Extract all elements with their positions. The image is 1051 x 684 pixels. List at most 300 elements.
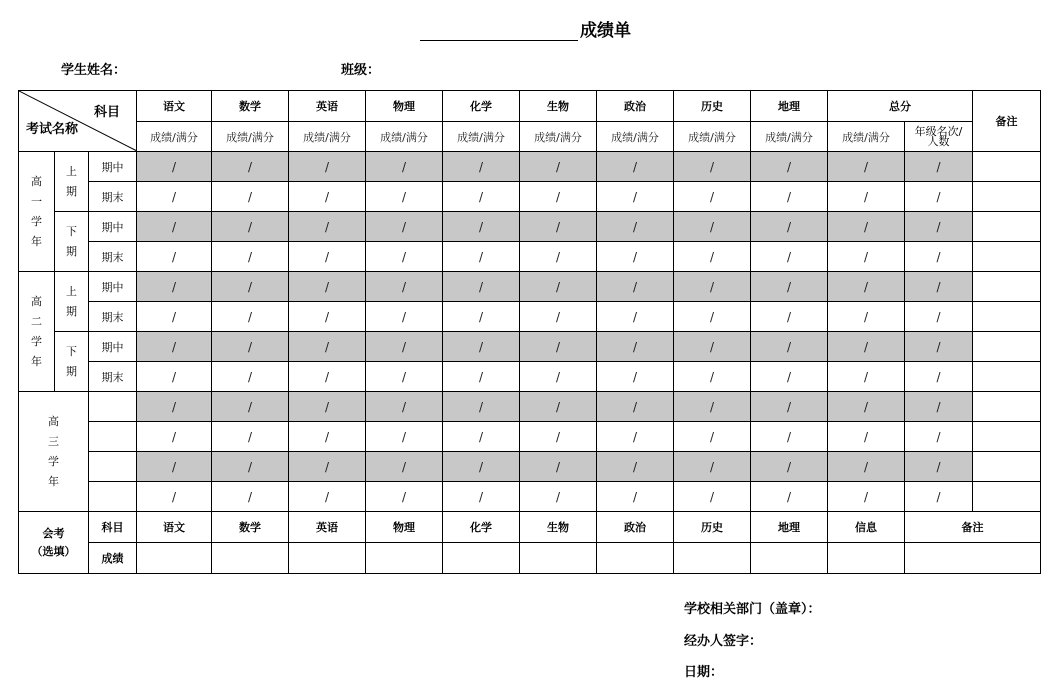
huikao-score-cell[interactable] bbox=[674, 543, 751, 574]
slash-mark: / bbox=[555, 159, 561, 174]
slash-mark: / bbox=[632, 279, 638, 294]
score-cell[interactable] bbox=[751, 482, 828, 512]
huikao-subject-header: 历史 bbox=[674, 512, 751, 543]
score-cell[interactable] bbox=[443, 332, 520, 362]
slash-mark: / bbox=[632, 429, 638, 444]
score-cell[interactable] bbox=[905, 392, 973, 422]
slash-mark: / bbox=[632, 159, 638, 174]
term-cell[interactable] bbox=[89, 422, 137, 452]
slash-mark: / bbox=[555, 429, 561, 444]
score-cell[interactable] bbox=[212, 302, 289, 332]
slash-mark: / bbox=[171, 249, 177, 264]
slash-mark: / bbox=[863, 219, 869, 234]
slash-mark: / bbox=[863, 159, 869, 174]
subject-header: 生物 bbox=[520, 91, 597, 122]
score-cell[interactable] bbox=[366, 332, 443, 362]
score-cell[interactable] bbox=[674, 182, 751, 212]
slash-mark: / bbox=[936, 309, 941, 324]
score-cell[interactable] bbox=[443, 422, 520, 452]
stamp-label: 学校相关部门（盖章）： bbox=[684, 602, 821, 617]
score-cell[interactable] bbox=[289, 422, 366, 452]
slash-mark: / bbox=[632, 249, 638, 264]
remarks-cell[interactable] bbox=[973, 212, 1041, 242]
score-cell[interactable] bbox=[289, 182, 366, 212]
slash-mark: / bbox=[324, 249, 330, 264]
score-cell[interactable] bbox=[520, 272, 597, 302]
slash-mark: / bbox=[709, 399, 715, 414]
score-cell[interactable] bbox=[137, 272, 212, 302]
score-cell[interactable] bbox=[597, 362, 674, 392]
score-full-label: 成绩/满分 bbox=[520, 122, 597, 152]
score-cell[interactable] bbox=[520, 212, 597, 242]
score-cell[interactable] bbox=[905, 242, 973, 272]
score-cell[interactable] bbox=[674, 212, 751, 242]
huikao-score-cell[interactable] bbox=[443, 543, 520, 574]
score-cell[interactable] bbox=[905, 332, 973, 362]
score-cell[interactable] bbox=[905, 302, 973, 332]
score-cell[interactable] bbox=[212, 482, 289, 512]
slash-mark: / bbox=[786, 159, 792, 174]
remarks-cell[interactable] bbox=[973, 242, 1041, 272]
slash-mark: / bbox=[478, 279, 484, 294]
score-cell[interactable] bbox=[597, 302, 674, 332]
slash-mark: / bbox=[171, 279, 177, 294]
subject-header: 历史 bbox=[674, 91, 751, 122]
score-cell[interactable] bbox=[443, 242, 520, 272]
slash-mark: / bbox=[324, 369, 330, 384]
score-cell[interactable] bbox=[905, 422, 973, 452]
slash-mark: / bbox=[863, 339, 869, 354]
slash-mark: / bbox=[247, 159, 253, 174]
slash-mark: / bbox=[247, 399, 253, 414]
score-cell[interactable] bbox=[212, 332, 289, 362]
slash-mark: / bbox=[936, 249, 941, 264]
remarks-cell[interactable] bbox=[973, 182, 1041, 212]
score-cell[interactable] bbox=[137, 212, 212, 242]
slash-mark: / bbox=[632, 489, 638, 504]
huikao-score-cell[interactable] bbox=[597, 543, 674, 574]
score-cell[interactable] bbox=[366, 452, 443, 482]
term-cell[interactable] bbox=[89, 452, 137, 482]
slash-mark: / bbox=[324, 189, 330, 204]
subject-header: 政治 bbox=[597, 91, 674, 122]
huikao-subject-header: 化学 bbox=[443, 512, 520, 543]
score-cell[interactable] bbox=[520, 332, 597, 362]
slash-mark: / bbox=[478, 309, 484, 324]
slash-mark: / bbox=[709, 249, 715, 264]
corner-header-cell bbox=[19, 91, 137, 152]
score-cell[interactable] bbox=[289, 212, 366, 242]
score-cell[interactable] bbox=[751, 422, 828, 452]
page-title bbox=[0, 16, 1051, 41]
period-label: 下 期 bbox=[55, 332, 89, 392]
score-cell[interactable] bbox=[828, 152, 905, 182]
slash-mark: / bbox=[786, 459, 792, 474]
remarks-cell[interactable] bbox=[973, 152, 1041, 182]
title-text: 成绩单 bbox=[580, 21, 631, 41]
score-cell[interactable] bbox=[289, 242, 366, 272]
score-cell[interactable] bbox=[674, 452, 751, 482]
huikao-score-cell[interactable] bbox=[137, 543, 212, 574]
score-cell[interactable] bbox=[828, 212, 905, 242]
slash-mark: / bbox=[863, 399, 869, 414]
slash-mark: / bbox=[786, 249, 792, 264]
slash-mark: / bbox=[936, 279, 941, 294]
slash-mark: / bbox=[786, 399, 792, 414]
score-cell[interactable] bbox=[905, 182, 973, 212]
huikao-subject-header: 政治 bbox=[597, 512, 674, 543]
period-label: 上 期 bbox=[55, 152, 89, 212]
score-cell[interactable] bbox=[751, 242, 828, 272]
score-cell[interactable] bbox=[597, 422, 674, 452]
score-cell[interactable] bbox=[289, 362, 366, 392]
score-cell[interactable] bbox=[597, 242, 674, 272]
slash-mark: / bbox=[247, 279, 253, 294]
score-cell[interactable] bbox=[137, 332, 212, 362]
score-cell[interactable] bbox=[674, 482, 751, 512]
slash-mark: / bbox=[171, 489, 177, 504]
score-cell[interactable] bbox=[366, 302, 443, 332]
score-cell[interactable] bbox=[443, 362, 520, 392]
score-cell[interactable] bbox=[289, 332, 366, 362]
slash-mark: / bbox=[632, 399, 638, 414]
score-cell[interactable] bbox=[212, 152, 289, 182]
slash-mark: / bbox=[555, 249, 561, 264]
huikao-subject-header: 信息 bbox=[828, 512, 905, 543]
slash-mark: / bbox=[171, 189, 177, 204]
subject-header: 英语 bbox=[289, 91, 366, 122]
huikao-score-cell[interactable] bbox=[212, 543, 289, 574]
score-cell[interactable] bbox=[674, 272, 751, 302]
remarks-header: 备注 bbox=[973, 91, 1041, 152]
slash-mark: / bbox=[478, 249, 484, 264]
remarks-cell[interactable] bbox=[973, 362, 1041, 392]
score-cell[interactable] bbox=[289, 482, 366, 512]
score-cell[interactable] bbox=[212, 272, 289, 302]
score-cell[interactable] bbox=[751, 272, 828, 302]
score-cell[interactable] bbox=[828, 182, 905, 212]
score-cell[interactable] bbox=[212, 242, 289, 272]
score-cell[interactable] bbox=[443, 152, 520, 182]
date-label: 日期： bbox=[684, 665, 724, 680]
slash-mark: / bbox=[632, 309, 638, 324]
slash-mark: / bbox=[324, 489, 330, 504]
score-cell[interactable] bbox=[289, 272, 366, 302]
remarks-cell[interactable] bbox=[973, 452, 1041, 482]
score-cell[interactable] bbox=[828, 272, 905, 302]
slash-mark: / bbox=[401, 219, 407, 234]
score-cell[interactable] bbox=[137, 482, 212, 512]
remarks-cell[interactable] bbox=[973, 272, 1041, 302]
score-cell[interactable] bbox=[366, 392, 443, 422]
score-full-label: 成绩/满分 bbox=[443, 122, 520, 152]
slash-mark: / bbox=[401, 429, 407, 444]
slash-mark: / bbox=[247, 339, 253, 354]
title-blank-line bbox=[420, 24, 578, 41]
slash-mark: / bbox=[247, 459, 253, 474]
slash-mark: / bbox=[401, 369, 407, 384]
huikao-score-cell[interactable] bbox=[520, 543, 597, 574]
slash-mark: / bbox=[324, 159, 330, 174]
score-cell[interactable] bbox=[137, 452, 212, 482]
slash-mark: / bbox=[555, 399, 561, 414]
slash-mark: / bbox=[863, 189, 869, 204]
score-cell[interactable] bbox=[905, 452, 973, 482]
huikao-subject-header: 数学 bbox=[212, 512, 289, 543]
score-cell[interactable] bbox=[520, 452, 597, 482]
score-cell[interactable] bbox=[366, 212, 443, 242]
subject-header: 数学 bbox=[212, 91, 289, 122]
term-label: 期末 bbox=[89, 182, 137, 212]
score-full-label: 成绩/满分 bbox=[597, 122, 674, 152]
slash-mark: / bbox=[324, 279, 330, 294]
score-cell[interactable] bbox=[674, 422, 751, 452]
slash-mark: / bbox=[863, 459, 869, 474]
huikao-label: 会考 （选填） bbox=[19, 512, 89, 574]
term-label: 期中 bbox=[89, 152, 137, 182]
slash-mark: / bbox=[555, 339, 561, 354]
score-cell[interactable] bbox=[137, 422, 212, 452]
score-cell[interactable] bbox=[828, 302, 905, 332]
slash-mark: / bbox=[401, 309, 407, 324]
slash-mark: / bbox=[324, 219, 330, 234]
huikao-score-cell[interactable] bbox=[366, 543, 443, 574]
slash-mark: / bbox=[171, 399, 177, 414]
score-cell[interactable] bbox=[828, 452, 905, 482]
slash-mark: / bbox=[555, 189, 561, 204]
score-cell[interactable] bbox=[597, 152, 674, 182]
slash-mark: / bbox=[936, 159, 941, 174]
score-cell[interactable] bbox=[366, 152, 443, 182]
slash-mark: / bbox=[401, 249, 407, 264]
slash-mark: / bbox=[709, 189, 715, 204]
score-cell[interactable] bbox=[674, 332, 751, 362]
slash-mark: / bbox=[478, 339, 484, 354]
score-cell[interactable] bbox=[366, 422, 443, 452]
score-cell[interactable] bbox=[597, 332, 674, 362]
term-label: 期中 bbox=[89, 332, 137, 362]
score-cell[interactable] bbox=[366, 182, 443, 212]
score-cell[interactable] bbox=[520, 242, 597, 272]
score-cell[interactable] bbox=[751, 152, 828, 182]
score-cell[interactable] bbox=[137, 362, 212, 392]
slash-mark: / bbox=[555, 279, 561, 294]
slash-mark: / bbox=[171, 429, 177, 444]
slash-mark: / bbox=[936, 459, 941, 474]
slash-mark: / bbox=[401, 189, 407, 204]
score-cell[interactable] bbox=[520, 362, 597, 392]
score-cell[interactable] bbox=[674, 362, 751, 392]
rank-label: 年级名次/ 人数 bbox=[905, 122, 973, 152]
score-cell[interactable] bbox=[520, 482, 597, 512]
slash-mark: / bbox=[709, 429, 715, 444]
slash-mark: / bbox=[478, 189, 484, 204]
score-cell[interactable] bbox=[212, 452, 289, 482]
score-cell[interactable] bbox=[905, 152, 973, 182]
slash-mark: / bbox=[324, 429, 330, 444]
score-cell[interactable] bbox=[137, 152, 212, 182]
score-cell[interactable] bbox=[366, 242, 443, 272]
slash-mark: / bbox=[786, 219, 792, 234]
slash-mark: / bbox=[632, 369, 638, 384]
score-cell[interactable] bbox=[443, 212, 520, 242]
slash-mark: / bbox=[863, 489, 869, 504]
score-cell[interactable] bbox=[289, 392, 366, 422]
score-cell[interactable] bbox=[597, 212, 674, 242]
huikao-score-cell[interactable] bbox=[751, 543, 828, 574]
subject-header: 地理 bbox=[751, 91, 828, 122]
score-cell[interactable] bbox=[828, 482, 905, 512]
score-cell[interactable] bbox=[137, 302, 212, 332]
slash-mark: / bbox=[478, 399, 484, 414]
score-cell[interactable] bbox=[520, 392, 597, 422]
score-cell[interactable] bbox=[212, 182, 289, 212]
slash-mark: / bbox=[324, 309, 330, 324]
score-cell[interactable] bbox=[828, 332, 905, 362]
remarks-cell[interactable] bbox=[973, 302, 1041, 332]
slash-mark: / bbox=[709, 369, 715, 384]
slash-mark: / bbox=[786, 429, 792, 444]
class-label: 班级： bbox=[341, 63, 381, 78]
term-label: 期末 bbox=[89, 362, 137, 392]
score-cell[interactable] bbox=[597, 182, 674, 212]
score-cell[interactable] bbox=[905, 362, 973, 392]
huikao-score-cell[interactable] bbox=[828, 543, 905, 574]
remarks-cell[interactable] bbox=[973, 482, 1041, 512]
score-cell[interactable] bbox=[212, 392, 289, 422]
huikao-subject-header: 语文 bbox=[137, 512, 212, 543]
slash-mark: / bbox=[401, 159, 407, 174]
score-cell[interactable] bbox=[828, 242, 905, 272]
score-cell[interactable] bbox=[674, 242, 751, 272]
slash-mark: / bbox=[555, 369, 561, 384]
score-cell[interactable] bbox=[751, 302, 828, 332]
slash-mark: / bbox=[632, 189, 638, 204]
score-cell[interactable] bbox=[520, 302, 597, 332]
slash-mark: / bbox=[324, 459, 330, 474]
slash-mark: / bbox=[632, 459, 638, 474]
score-cell[interactable] bbox=[751, 332, 828, 362]
slash-mark: / bbox=[478, 159, 484, 174]
slash-mark: / bbox=[863, 429, 869, 444]
slash-mark: / bbox=[632, 219, 638, 234]
score-full-label: 成绩/满分 bbox=[828, 122, 905, 152]
slash-mark: / bbox=[555, 309, 561, 324]
score-cell[interactable] bbox=[137, 182, 212, 212]
slash-mark: / bbox=[401, 399, 407, 414]
remarks-cell[interactable] bbox=[973, 392, 1041, 422]
score-cell[interactable] bbox=[828, 362, 905, 392]
grade-table bbox=[18, 90, 1041, 574]
remarks-cell[interactable] bbox=[973, 332, 1041, 362]
term-cell[interactable] bbox=[89, 392, 137, 422]
score-cell[interactable] bbox=[828, 422, 905, 452]
score-cell[interactable] bbox=[751, 392, 828, 422]
slash-mark: / bbox=[555, 219, 561, 234]
score-cell[interactable] bbox=[520, 182, 597, 212]
score-cell[interactable] bbox=[674, 392, 751, 422]
slash-mark: / bbox=[863, 309, 869, 324]
slash-mark: / bbox=[478, 219, 484, 234]
score-cell[interactable] bbox=[289, 152, 366, 182]
slash-mark: / bbox=[786, 309, 792, 324]
term-cell[interactable] bbox=[89, 482, 137, 512]
slash-mark: / bbox=[863, 369, 869, 384]
huikao-subject-label: 科目 bbox=[89, 512, 137, 543]
score-cell[interactable] bbox=[828, 392, 905, 422]
slash-mark: / bbox=[555, 489, 561, 504]
score-cell[interactable] bbox=[212, 362, 289, 392]
slash-mark: / bbox=[936, 219, 941, 234]
score-cell[interactable] bbox=[443, 302, 520, 332]
slash-mark: / bbox=[936, 369, 941, 384]
huikao-remarks-cell[interactable] bbox=[905, 543, 1041, 574]
score-cell[interactable] bbox=[674, 302, 751, 332]
slash-mark: / bbox=[786, 279, 792, 294]
huikao-subject-header: 英语 bbox=[289, 512, 366, 543]
slash-mark: / bbox=[401, 339, 407, 354]
subject-header: 物理 bbox=[366, 91, 443, 122]
score-cell[interactable] bbox=[597, 272, 674, 302]
score-cell[interactable] bbox=[597, 482, 674, 512]
score-cell[interactable] bbox=[751, 182, 828, 212]
score-cell[interactable] bbox=[905, 482, 973, 512]
score-cell[interactable] bbox=[597, 452, 674, 482]
score-cell[interactable] bbox=[751, 362, 828, 392]
score-cell[interactable] bbox=[905, 212, 973, 242]
huikao-subject-header: 地理 bbox=[751, 512, 828, 543]
score-cell[interactable] bbox=[366, 272, 443, 302]
score-cell[interactable] bbox=[137, 392, 212, 422]
score-cell[interactable] bbox=[443, 452, 520, 482]
score-cell[interactable] bbox=[443, 272, 520, 302]
score-cell[interactable] bbox=[751, 452, 828, 482]
score-cell[interactable] bbox=[520, 152, 597, 182]
score-cell[interactable] bbox=[443, 482, 520, 512]
slash-mark: / bbox=[478, 489, 484, 504]
score-cell[interactable] bbox=[212, 212, 289, 242]
score-cell[interactable] bbox=[366, 482, 443, 512]
score-cell[interactable] bbox=[520, 422, 597, 452]
score-cell[interactable] bbox=[674, 152, 751, 182]
score-cell[interactable] bbox=[597, 392, 674, 422]
huikao-subject-header: 物理 bbox=[366, 512, 443, 543]
score-full-label: 成绩/满分 bbox=[212, 122, 289, 152]
slash-mark: / bbox=[863, 279, 869, 294]
score-cell[interactable] bbox=[212, 422, 289, 452]
score-cell[interactable] bbox=[289, 302, 366, 332]
score-cell[interactable] bbox=[443, 182, 520, 212]
slash-mark: / bbox=[936, 429, 941, 444]
slash-mark: / bbox=[171, 219, 177, 234]
slash-mark: / bbox=[632, 339, 638, 354]
remarks-cell[interactable] bbox=[973, 422, 1041, 452]
slash-mark: / bbox=[247, 369, 253, 384]
slash-mark: / bbox=[786, 369, 792, 384]
slash-mark: / bbox=[936, 339, 941, 354]
score-cell[interactable] bbox=[366, 362, 443, 392]
year-label: 高 三 学 年 bbox=[19, 392, 89, 512]
period-label: 上 期 bbox=[55, 272, 89, 332]
score-cell[interactable] bbox=[751, 212, 828, 242]
score-cell[interactable] bbox=[289, 452, 366, 482]
slash-mark: / bbox=[478, 429, 484, 444]
score-cell[interactable] bbox=[443, 392, 520, 422]
score-cell[interactable] bbox=[905, 272, 973, 302]
slash-mark: / bbox=[709, 159, 715, 174]
huikao-score-cell[interactable] bbox=[289, 543, 366, 574]
score-cell[interactable] bbox=[137, 242, 212, 272]
